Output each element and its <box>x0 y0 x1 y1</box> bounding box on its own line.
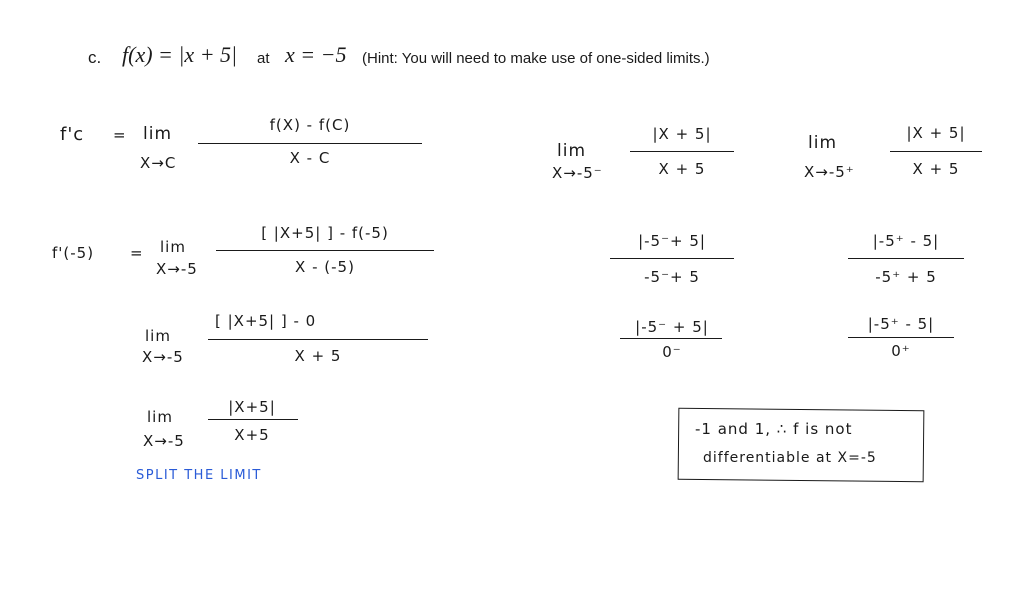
right-limit-result-fraction-bar <box>848 337 954 338</box>
step3-under: X→-5 <box>143 432 185 450</box>
right-limit-sub-numerator: |-5⁺ - 5| <box>872 232 940 250</box>
problem-at-text: at <box>257 50 270 67</box>
left-limit-result-numerator: |-5⁻ + 5| <box>635 318 709 336</box>
definition-fraction-bar <box>198 143 422 144</box>
left-limit-sub-numerator: |-5⁻+ 5| <box>638 232 706 250</box>
step1-under: X→-5 <box>156 260 198 278</box>
step1-lim: lim <box>160 238 186 256</box>
left-limit-sub-fraction-bar <box>610 258 734 259</box>
step2-lim: lim <box>145 327 171 345</box>
definition-under: X→C <box>140 154 177 172</box>
step3-denominator: X+5 <box>234 426 270 444</box>
right-limit-under: X→-5⁺ <box>804 163 855 181</box>
step2-under: X→-5 <box>142 348 184 366</box>
split-the-limit-note: SPLIT THE LIMIT <box>136 468 262 483</box>
conclusion-line2: differentiable at X=-5 <box>703 450 877 466</box>
right-limit-result-numerator: |-5⁺ - 5| <box>867 315 935 333</box>
left-limit-fraction-bar <box>630 151 734 152</box>
right-limit-fraction-bar <box>890 151 982 152</box>
step3-numerator: |X+5| <box>228 398 276 416</box>
definition-numerator: f(X) - f(C) <box>269 116 351 134</box>
left-limit-under: X→-5⁻ <box>552 164 603 182</box>
step2-fraction-bar <box>208 339 428 340</box>
problem-label: c. <box>88 48 102 67</box>
left-limit-numerator: |X + 5| <box>652 125 712 143</box>
left-limit-result-fraction-bar <box>620 338 722 339</box>
right-limit-lim: lim <box>808 133 838 153</box>
step1-numerator: [ |X+5| ] - f(-5) <box>261 224 389 242</box>
step1-fraction-bar <box>216 250 434 251</box>
conclusion-line1: -1 and 1, ∴ f is not <box>695 420 853 438</box>
left-limit-lim: lim <box>557 141 587 161</box>
step3-lim: lim <box>147 408 173 426</box>
left-limit-sub-denominator: -5⁻+ 5 <box>644 268 700 286</box>
step1-lhs: f'(-5) <box>52 244 95 262</box>
definition-lhs: f'c <box>60 124 85 145</box>
right-limit-result-denominator: 0⁺ <box>891 342 911 360</box>
left-limit-denominator: X + 5 <box>658 160 706 178</box>
right-limit-sub-fraction-bar <box>848 258 964 259</box>
problem-point: x = −5 <box>285 42 347 67</box>
step1-denominator: X - (-5) <box>295 258 355 276</box>
problem-hint: (Hint: You will need to make use of one-sided limits.) <box>362 50 710 67</box>
conclusion-box <box>678 408 925 483</box>
left-limit-result-denominator: 0⁻ <box>662 343 682 361</box>
right-limit-sub-denominator: -5⁺ + 5 <box>875 268 937 286</box>
definition-eq: = <box>113 126 127 144</box>
right-limit-denominator: X + 5 <box>912 160 960 178</box>
step3-fraction-bar <box>208 419 298 420</box>
right-limit-numerator: |X + 5| <box>906 124 966 142</box>
definition-denominator: X - C <box>289 149 331 167</box>
definition-lim: lim <box>143 124 173 144</box>
step2-denominator: X + 5 <box>294 347 342 365</box>
problem-function: f(x) = |x + 5| <box>122 42 238 67</box>
step2-numerator: [ |X+5| ] - 0 <box>215 312 317 330</box>
step1-eq: = <box>130 244 144 262</box>
